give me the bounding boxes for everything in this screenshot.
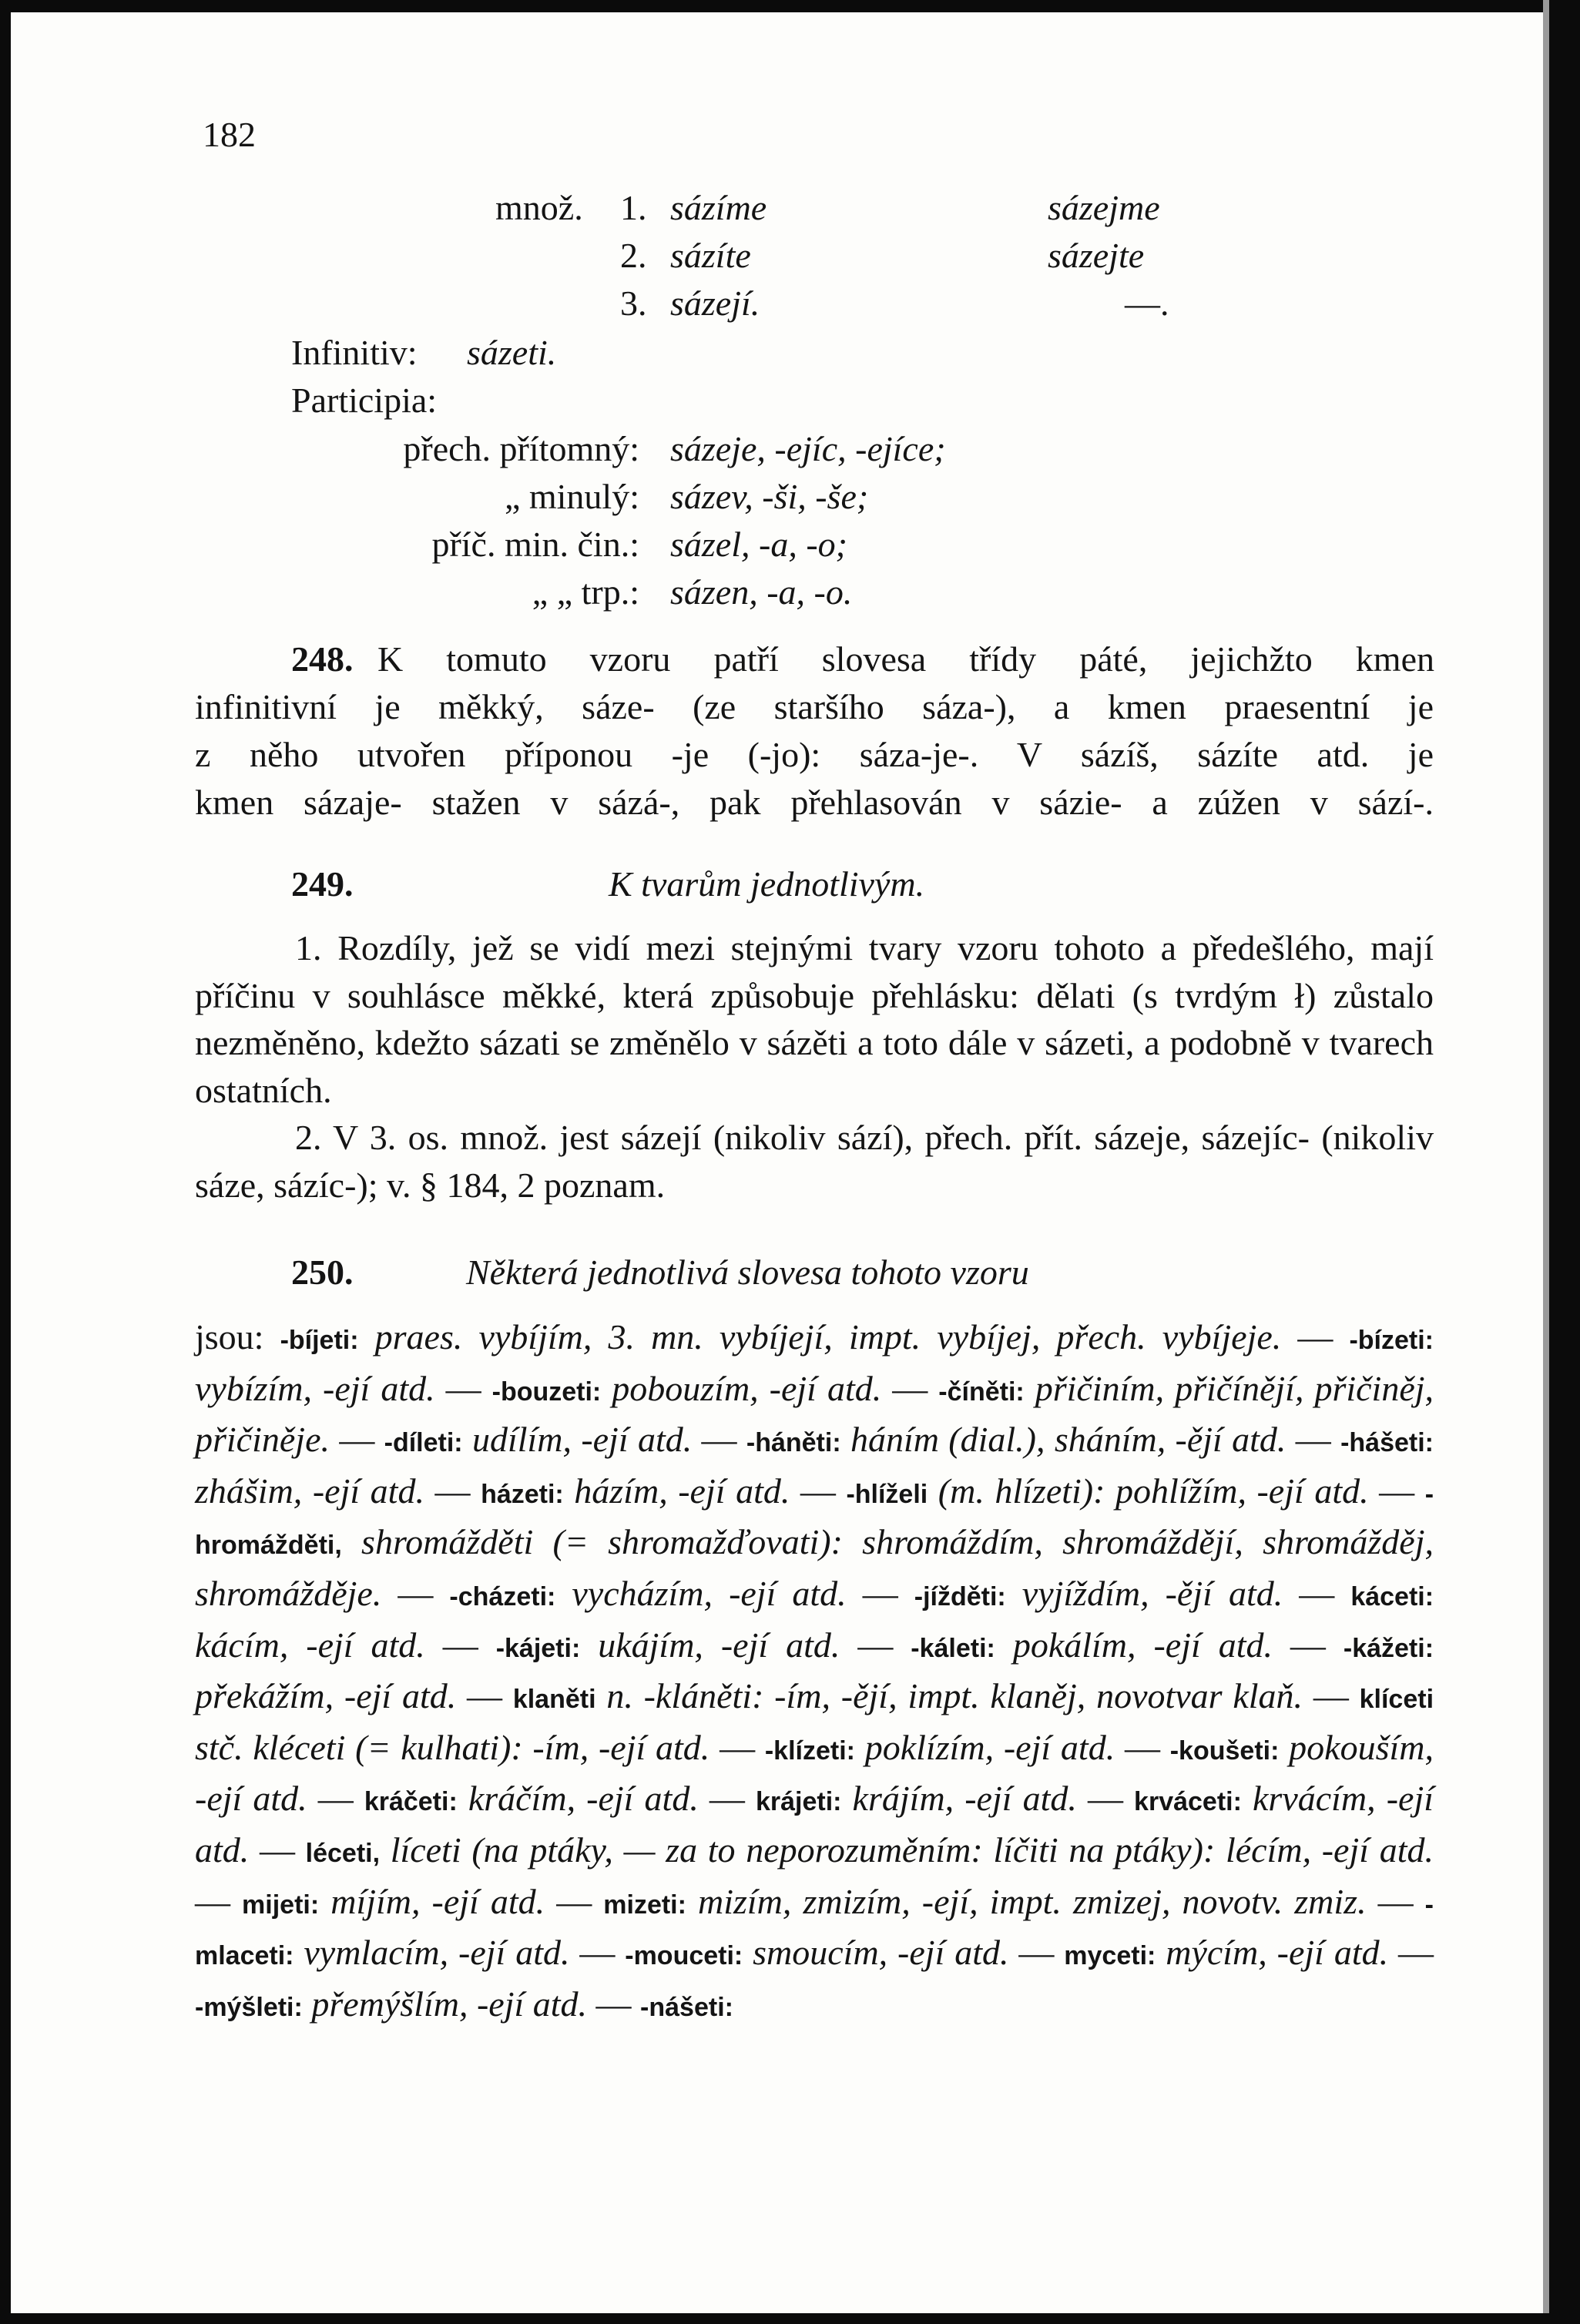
entry-forms: kácím, -ejí atd.: [195, 1625, 425, 1665]
entry-forms: kráčím, -ejí atd.: [457, 1779, 699, 1819]
entry-headword: -nášeti:: [640, 1992, 733, 2022]
row-3-present: sázejí.: [670, 283, 760, 323]
entry-forms: zhášim, -ejí atd.: [195, 1471, 424, 1511]
entry-separator: —: [1281, 1317, 1350, 1357]
infinitive-value: sázeti.: [467, 333, 557, 372]
entry-forms: n. -kláněti: -ím, -ějí, impt. klaněj, novotvar klaň.: [595, 1676, 1303, 1716]
entry-separator: —: [1286, 1420, 1341, 1460]
entry-separator: —: [1272, 1625, 1344, 1665]
entry-headword: -bízeti:: [1349, 1326, 1434, 1355]
page-number: 182: [203, 115, 256, 154]
entry-headword: -bíjeti:: [280, 1326, 359, 1355]
entry-forms: přemýšlím, -ejí atd.: [302, 1984, 588, 2024]
participle-label-4: „ „ trp.:: [532, 572, 639, 612]
entry-headword: krváceti:: [1134, 1787, 1242, 1817]
entry-forms: překážím, -ejí atd.: [195, 1676, 457, 1716]
section-248-line-4: kmen sázaje- stažen v sázá-, pak přehlasován v sázie- a zúžen v sází-.: [195, 783, 1434, 822]
row-2-imperative: sázejte: [1048, 236, 1145, 275]
entry-separator: —: [434, 1368, 492, 1408]
entry-separator: —: [424, 1471, 481, 1511]
entry-separator: —: [1076, 1779, 1135, 1819]
entry-forms: pokálím, -ejí atd.: [995, 1625, 1273, 1665]
entry-separator: —: [846, 1573, 914, 1613]
entry-separator: —: [709, 1727, 765, 1767]
entry-headword: -háněti:: [746, 1428, 841, 1458]
entry-headword: -koušeti:: [1169, 1735, 1280, 1766]
row-1-num: 1.: [620, 188, 647, 227]
entry-forms: smoucím, -ejí atd.: [743, 1933, 1009, 1973]
entry-headword: kráčeti:: [364, 1787, 458, 1817]
section-248-line-2: infinitivní je měkký, sáze- (ze staršího sáza-), a kmen praesentní je: [195, 687, 1434, 726]
entry-forms: míjím, -ejí atd.: [319, 1881, 545, 1921]
entry-separator: —: [1115, 1727, 1170, 1767]
scan-border-right: [1549, 0, 1580, 2324]
row-2-present: sázíte: [670, 236, 751, 275]
entry-separator: —: [249, 1829, 306, 1870]
entry-separator: —: [587, 1984, 641, 2024]
participle-forms-4: sázen, -a, -o.: [670, 572, 853, 612]
section-249-number: 249.: [291, 864, 354, 904]
entry-headword: mijeti:: [242, 1890, 320, 1920]
participle-forms-2: sázev, -ši, -še;: [670, 477, 869, 516]
participle-forms-1: sázeje, -ejíc, -ejíce;: [670, 429, 946, 468]
entry-headword: klíceti: [1359, 1685, 1434, 1715]
entry-separator: —: [1283, 1573, 1351, 1613]
scan-border-right-shadow: [1543, 0, 1549, 2324]
entry-headword: -bouzeti:: [491, 1377, 602, 1407]
entry-separator: —: [1388, 1933, 1434, 1973]
entry-separator: —: [381, 1573, 450, 1613]
entry-headword: -hášeti:: [1340, 1428, 1434, 1458]
entry-headword: krájeti:: [755, 1787, 842, 1817]
entry-headword: -číněti:: [938, 1377, 1025, 1407]
scan-border-top: [0, 0, 1580, 12]
entry-headword: myceti:: [1064, 1941, 1156, 1971]
entry-headword: káceti:: [1350, 1581, 1434, 1611]
row-2-num: 2.: [620, 236, 647, 275]
scan-border-bottom: [0, 2313, 1580, 2324]
entry-headword: klaněti: [512, 1685, 596, 1715]
entry-forms: líceti (na ptáky, — za to neporozuměním: líčiti na ptáky): lécím, -ejí atd.: [380, 1829, 1434, 1870]
entry-headword: -jížděti:: [914, 1581, 1006, 1611]
entry-headword: -mlaceti:: [195, 1890, 1434, 1971]
entry-separator: —: [1008, 1933, 1065, 1973]
section-248-line-3: z něho utvořen příponou -je (-jo): sáza-je-. V sázíš, sázíte atd. je: [195, 735, 1434, 774]
entry-forms: stč. kléceti (= kulhati): -ím, -ejí atd.: [195, 1727, 710, 1767]
row-1-present: sázíme: [670, 188, 767, 227]
entry-forms: vyjíždím, -ějí atd.: [1005, 1573, 1283, 1613]
participle-forms-3: sázel, -a, -o;: [670, 525, 847, 564]
section-250-entries: [195, 1313, 1434, 2031]
entry-separator: —: [307, 1779, 364, 1819]
entry-forms: mizím, zmizím, -ejí, impt. zmizej, novotv. zmiz.: [686, 1881, 1367, 1921]
entry-forms: vymlacím, -ejí atd.: [294, 1933, 570, 1973]
entry-forms: háním (dial.), sháním, -ějí atd.: [840, 1420, 1286, 1460]
row-3-num: 3.: [620, 283, 647, 323]
entry-separator: —: [698, 1779, 756, 1819]
entry-separator: —: [1366, 1881, 1425, 1921]
entry-forms: vycházím, -ejí atd.: [555, 1573, 847, 1613]
entry-forms: pokouším, -ejí atd.: [195, 1727, 1434, 1819]
entry-forms: praes. vybíjím, 3. mn. vybíjejí, impt. vybíjej, přech. vybíjeje.: [358, 1317, 1282, 1357]
entry-separator: —: [424, 1625, 496, 1665]
entry-forms: vybízím, -ejí atd.: [195, 1368, 435, 1408]
entry-forms: krvácím, -ejí atd.: [195, 1779, 1434, 1870]
entry-forms: ukájím, -ejí atd.: [580, 1625, 840, 1665]
section-248-line-1: K tomuto vzoru patří slovesa třídy páté, jejichžto kmen: [377, 639, 1434, 679]
section-248-number: 248.: [291, 639, 354, 679]
entry-headword: mizeti:: [603, 1890, 686, 1920]
entry-forms: poklízím, -ejí atd.: [854, 1727, 1115, 1767]
entry-separator: —: [790, 1471, 847, 1511]
section-250-intro: jsou:: [195, 1317, 264, 1357]
entry-headword: -kážeti:: [1343, 1633, 1434, 1663]
entry-headword: -díleti:: [384, 1428, 463, 1458]
section-249-paragraph-1: 1. Rozdíly, jež se vidí mezi stejnými tvary vzoru tohoto a předešlého, mají příčinu v souhlásce měkké, která způsobuje přehlásku: dělati (s tvrdým ł) zůstalo nezměněno, kdežto sázati se změnělo v sázěti a toto dále v sázeti, a podobně v tvarech ostatních.: [195, 928, 1434, 1110]
entry-headword: léceti,: [305, 1838, 381, 1868]
entry-separator: —: [456, 1676, 513, 1716]
entry-forms: shromážděti (= shromažďovati): shromáždím, shromáždějí, shromážděj, shromážděje.: [195, 1522, 1434, 1613]
entry-forms: pobouzím, -ejí atd.: [601, 1368, 882, 1408]
entry-separator: —: [881, 1368, 939, 1408]
section-249-paragraph-2: 2. V 3. os. množ. jest sázejí (nikoliv sází), přech. přít. sázeje, sázejíc- (nikoliv sáze, sázíc-); v. § 184, 2 poznam.: [195, 1118, 1434, 1205]
row-3-imperative: —.: [1125, 283, 1169, 323]
participle-label-1: přech. přítomný:: [403, 429, 639, 468]
entry-headword: -káleti:: [911, 1633, 995, 1663]
entry-headword: -hlíželi: [846, 1479, 928, 1509]
entry-headword: -mouceti:: [625, 1941, 743, 1971]
entry-forms: přičiním, přičínějí, přičiněj, přičiněje.: [195, 1368, 1434, 1460]
entry-list: [195, 1317, 1434, 2024]
entry-forms: udílím, -ejí atd.: [462, 1420, 693, 1460]
entry-separator: —: [545, 1881, 604, 1921]
entry-forms: (m. hlízeti): pohlížím, -ejí atd.: [928, 1471, 1369, 1511]
participle-label-3: příč. min. čin.:: [431, 525, 639, 564]
entry-separator: —: [840, 1625, 911, 1665]
entry-separator: —: [569, 1933, 626, 1973]
section-249-body: [195, 924, 1434, 1209]
scan-border-left: [0, 0, 11, 2324]
entry-separator: —: [330, 1420, 384, 1460]
participle-label-2: „ minulý:: [504, 477, 639, 516]
entry-headword: házeti:: [481, 1479, 564, 1509]
entry-headword: -mýšleti:: [195, 1992, 303, 2022]
entry-forms: krájím, -ejí atd.: [841, 1779, 1077, 1819]
entry-separator: —: [1368, 1471, 1425, 1511]
participia-label: Participia:: [291, 381, 438, 420]
entry-forms: mýcím, -ejí atd.: [1156, 1933, 1389, 1973]
entry-headword: -hromážděti,: [195, 1479, 1434, 1561]
section-250-number: 250.: [291, 1253, 354, 1292]
entry-headword: -kájeti:: [495, 1633, 581, 1663]
entry-separator: —: [692, 1420, 746, 1460]
section-249-title: K tvarům jednotlivým.: [609, 864, 925, 904]
entry-headword: -cházeti:: [449, 1581, 556, 1611]
entry-forms: házím, -ejí atd.: [563, 1471, 790, 1511]
entry-separator: —: [1303, 1676, 1360, 1716]
entry-headword: -klízeti:: [764, 1735, 855, 1766]
entry-separator: —: [195, 1881, 243, 1921]
infinitive-label: Infinitiv:: [291, 333, 418, 372]
row-1-imperative: sázejme: [1048, 188, 1160, 227]
plural-label: množ.: [495, 188, 583, 227]
section-250-title: Některá jednotlivá slovesa tohoto vzoru: [466, 1253, 1029, 1292]
